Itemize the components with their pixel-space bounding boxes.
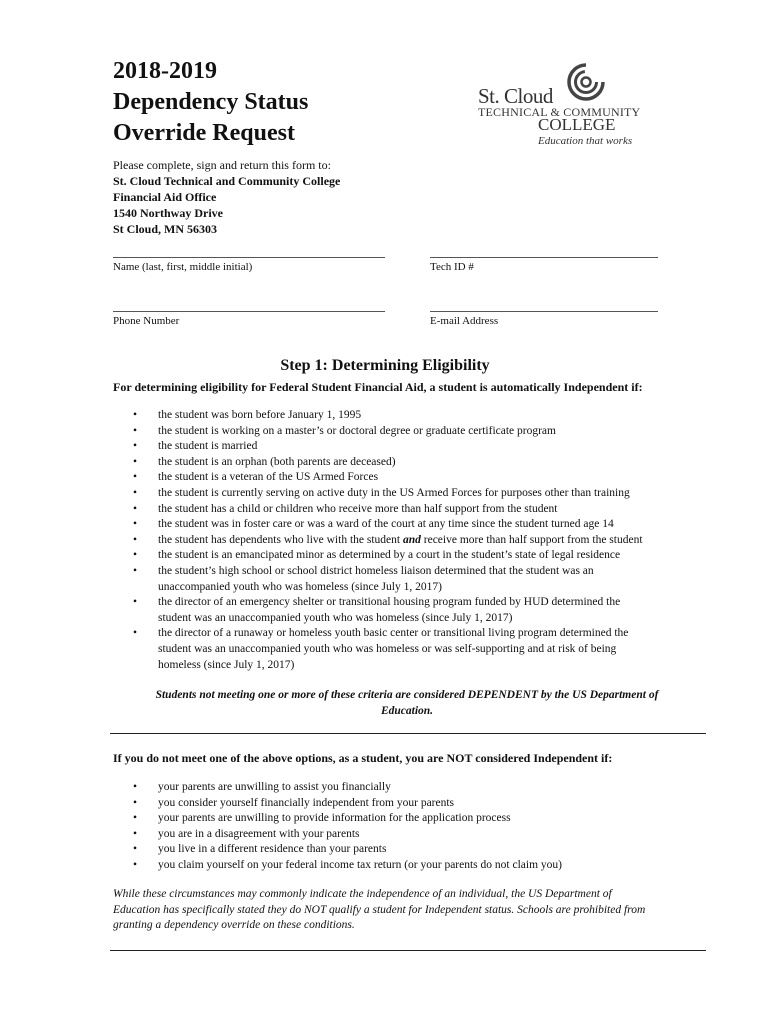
list-item: • the student’s high school or school district homeless liaison determined that the student was an unaccompanied youth who was homeless (since July 1, 2017)	[133, 564, 594, 593]
list-item: • you consider yourself financially independent from your parents	[113, 796, 562, 812]
name-field[interactable]	[113, 257, 385, 273]
list-item: • the student was born before January 1, 1995	[113, 408, 643, 424]
email-field[interactable]	[430, 311, 658, 327]
logo-name-line-3: COLLEGE	[538, 115, 616, 134]
bullet-icon: •	[133, 827, 138, 840]
list-item: • you are in a disagreement with your parents	[113, 827, 562, 843]
section-divider	[110, 733, 706, 734]
bullet-icon: •	[133, 533, 138, 546]
address-intro: Please complete, sign and return this form to:	[113, 158, 331, 172]
bullet-icon: •	[133, 858, 138, 871]
bullet-icon: •	[133, 596, 138, 609]
bullet-icon: •	[133, 486, 138, 499]
list-item: • the director of an emergency shelter or transitional housing program funded by HUD determined the student was an unaccompanied youth who was homeless (since July 1, 2017)	[133, 596, 621, 624]
phone-field-label: Phone Number	[113, 315, 180, 327]
tech-id-field[interactable]	[430, 257, 658, 273]
bullet-icon: •	[133, 502, 138, 515]
address-street: 1540 Northway Drive	[113, 206, 223, 220]
list-item: • the student has dependents who live with the student and receive more than half support from the student	[113, 533, 643, 549]
bullet-icon: •	[133, 424, 138, 437]
bullet-icon: •	[133, 440, 138, 453]
name-field-line[interactable]	[113, 257, 385, 258]
independence-criteria-list	[113, 408, 643, 673]
emphasis-and: and	[402, 533, 421, 546]
dependent-note: Students not meeting one or more of these criteria are considered DEPENDENT by the US Department of Education.	[155, 689, 659, 717]
step-1-heading: Step 1: Determining Eligibility	[280, 357, 490, 374]
form-title	[113, 56, 443, 149]
tech-id-field-line[interactable]	[430, 257, 658, 258]
list-item: • the student is a veteran of the US Armed Forces	[113, 470, 643, 486]
list-item: • the student was in foster care or was a ward of the court at any time since the student turned age 14	[113, 517, 643, 533]
college-logo	[470, 62, 670, 150]
bullet-icon: •	[133, 471, 138, 484]
bullet-icon: •	[133, 781, 138, 793]
bullet-icon: •	[133, 796, 138, 809]
address-office: Financial Aid Office	[113, 190, 217, 204]
bullet-icon: •	[133, 455, 138, 468]
title-line-2: Dependency Status	[113, 89, 309, 115]
tech-id-field-label: Tech ID #	[430, 261, 474, 273]
bullet-icon: •	[133, 627, 138, 640]
list-item: • the student is currently serving on active duty in the US Armed Forces for purposes other than training	[113, 486, 643, 502]
list-item: • the director of a runaway or homeless youth basic center or transitional living program determined the student was an unaccompanied youth who was homeless or was self-supporting and at risk of being homeless (since July 1, 2017)	[133, 627, 629, 671]
email-field-label: E-mail Address	[430, 315, 499, 327]
address-city: St Cloud, MN 56303	[113, 222, 218, 236]
logo-name-line-1: St. Cloud	[478, 84, 553, 108]
step-1-subheading: For determining eligibility for Federal Student Financial Aid, a student is automatically Independent if:	[113, 380, 643, 394]
bullet-icon: •	[133, 409, 138, 421]
list-item: • you live in a different residence than your parents	[113, 842, 562, 858]
bullet-icon: •	[133, 564, 138, 577]
not-independent-heading: If you do not meet one of the above options, as a student, you are NOT considered Independent if:	[113, 751, 613, 765]
bullet-icon: •	[133, 518, 138, 531]
title-line-3: Override Request	[113, 120, 295, 146]
bullet-icon: •	[133, 812, 138, 825]
closing-statement: While these circumstances may commonly indicate the independence of an individual, the US Department of Education has specifically stated they do NOT qualify a student for Independent status. Schools are prohibited from granting a dependency override on these conditions.	[113, 888, 646, 932]
email-field-line[interactable]	[430, 311, 658, 312]
concentric-circles-logo-icon	[566, 62, 606, 102]
logo-name-line-2: TECHNICAL & COMMUNITY	[478, 105, 641, 119]
bottom-divider	[110, 950, 706, 951]
list-item: • the student is an emancipated minor as determined by a court in the student’s state of legal residence	[113, 548, 643, 564]
list-item: • your parents are unwilling to assist you financially	[113, 780, 562, 796]
list-item: • you claim yourself on your federal income tax return (or your parents do not claim you)	[113, 858, 562, 874]
list-item: • the student has a child or children who receive more than half support from the student	[113, 502, 643, 518]
list-item: • your parents are unwilling to provide information for the application process	[113, 811, 562, 827]
list-item: • the student is working on a master’s or doctoral degree or graduate certificate program	[113, 424, 643, 440]
list-item: • the student is married	[113, 439, 643, 455]
not-independent-list	[113, 780, 562, 874]
title-year: 2018-2019	[113, 58, 217, 84]
return-address	[113, 157, 340, 237]
phone-field[interactable]	[113, 311, 385, 327]
bullet-icon: •	[133, 549, 138, 562]
phone-field-line[interactable]	[113, 311, 385, 312]
logo-tagline: Education that works	[538, 135, 633, 147]
address-college: St. Cloud Technical and Community College	[113, 174, 341, 188]
name-field-label: Name (last, first, middle initial)	[113, 261, 253, 273]
list-item: • the student is an orphan (both parents are deceased)	[113, 455, 643, 471]
bullet-icon: •	[133, 843, 138, 856]
